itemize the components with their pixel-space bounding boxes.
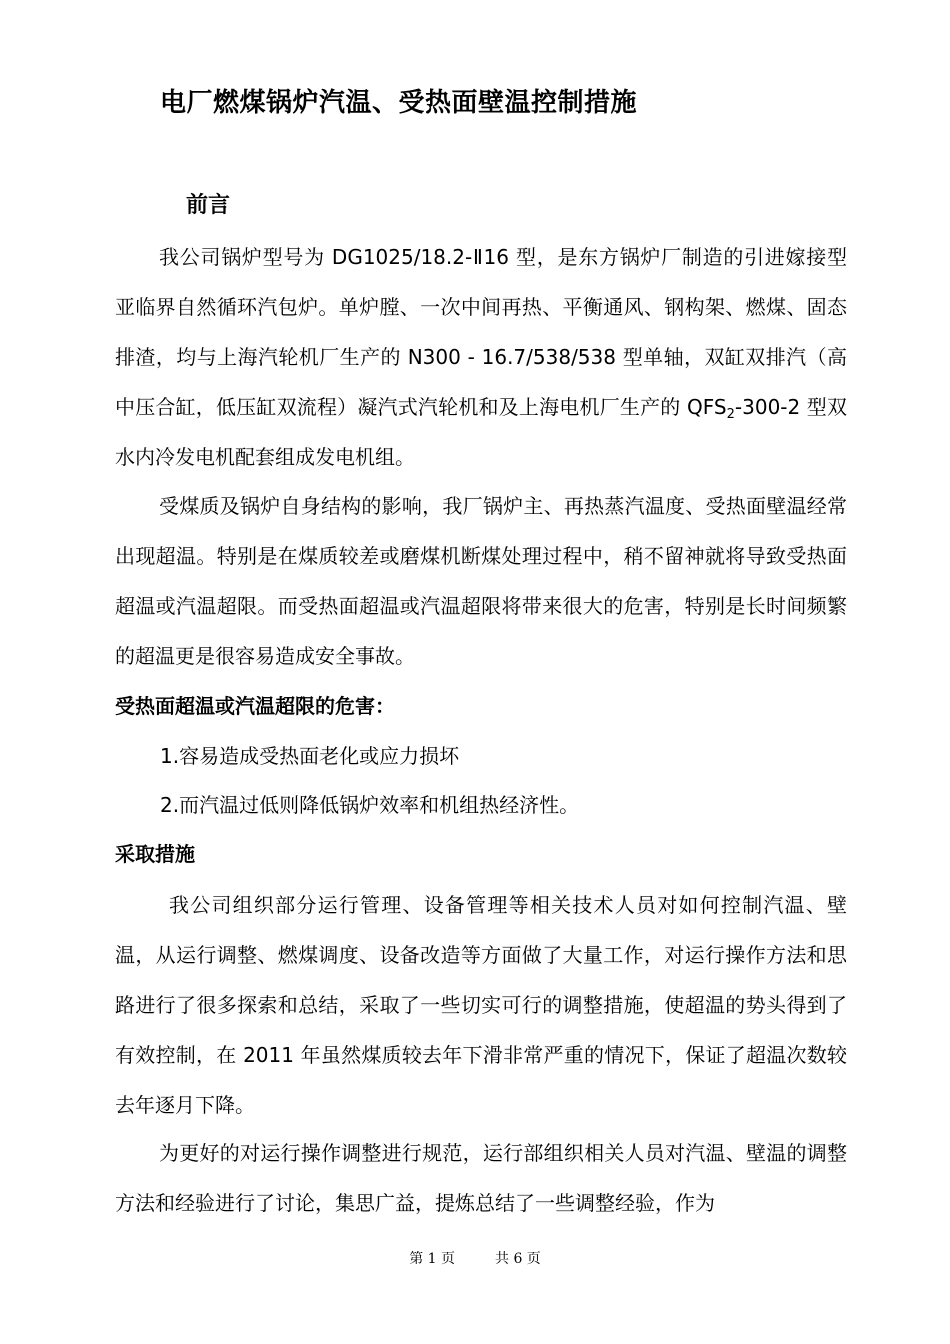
- document-title: 电厂燃煤锅炉汽温、受热面壁温控制措施: [160, 88, 638, 118]
- subscript-text: 2: [726, 407, 735, 422]
- page-total: 共 6 页: [495, 1251, 541, 1267]
- page-number: 第 1 页: [409, 1251, 455, 1267]
- paragraph-text: 我公司锅炉型号为 DG1025/18.2-Ⅱ16 型，是东方锅炉厂制造的引进嫁接型亚临界自然循环汽包炉。单炉膛、一次中间再热、平衡通风、钢构架、燃煤、固态排渣，均与上海汽轮机厂生产的 N300 - 16.7/538/538 型单轴，双缸双排汽（高中压合缸，低压缸双流程）凝汽式汽轮机和及上海电机厂生产的 QFS: [115, 245, 847, 419]
- harm-list-item: 1.容易造成受热面老化或应力损坏: [160, 744, 460, 768]
- preface-heading: 前言: [186, 193, 231, 218]
- harm-list-item: 2.而汽温过低则降低锅炉效率和机组热经济性。: [160, 793, 580, 817]
- measures-paragraph-2: 为更好的对运行操作调整进行规范，运行部组织相关人员对汽温、壁温的调整方法和经验进行了讨论，集思广益，提炼总结了一些调整经验，作为: [115, 1141, 847, 1215]
- preface-paragraph-2: 受煤质及锅炉自身结构的影响，我厂锅炉主、再热蒸汽温度、受热面壁温经常出现超温。特别是在煤质较差或磨煤机断煤处理过程中，稍不留神就将导致受热面超温或汽温超限。而受热面超温或汽温超限将带来很大的危害，特别是长时间频繁的超温更是很容易造成安全事故。: [115, 494, 847, 668]
- preface-paragraph-1: [115, 232, 847, 482]
- measures-heading: 采取措施: [115, 842, 195, 866]
- page-footer: [0, 1248, 950, 1268]
- paragraph-text: -300-2 型双水内冷发电机配套组成发电机组。: [115, 395, 847, 469]
- measures-paragraph-1: 我公司组织部分运行管理、设备管理等相关技术人员对如何控制汽温、壁温，从运行调整、燃煤调度、设备改造等方面做了大量工作，对运行操作方法和思路进行了很多探索和总结，采取了一些切实可行的调整措施，使超温的势头得到了有效控制，在 2011 年虽然煤质较去年下滑非常严重的情况下，保证了超温次数较去年逐月下降。: [115, 893, 847, 1117]
- harm-heading: 受热面超温或汽温超限的危害：: [115, 694, 395, 718]
